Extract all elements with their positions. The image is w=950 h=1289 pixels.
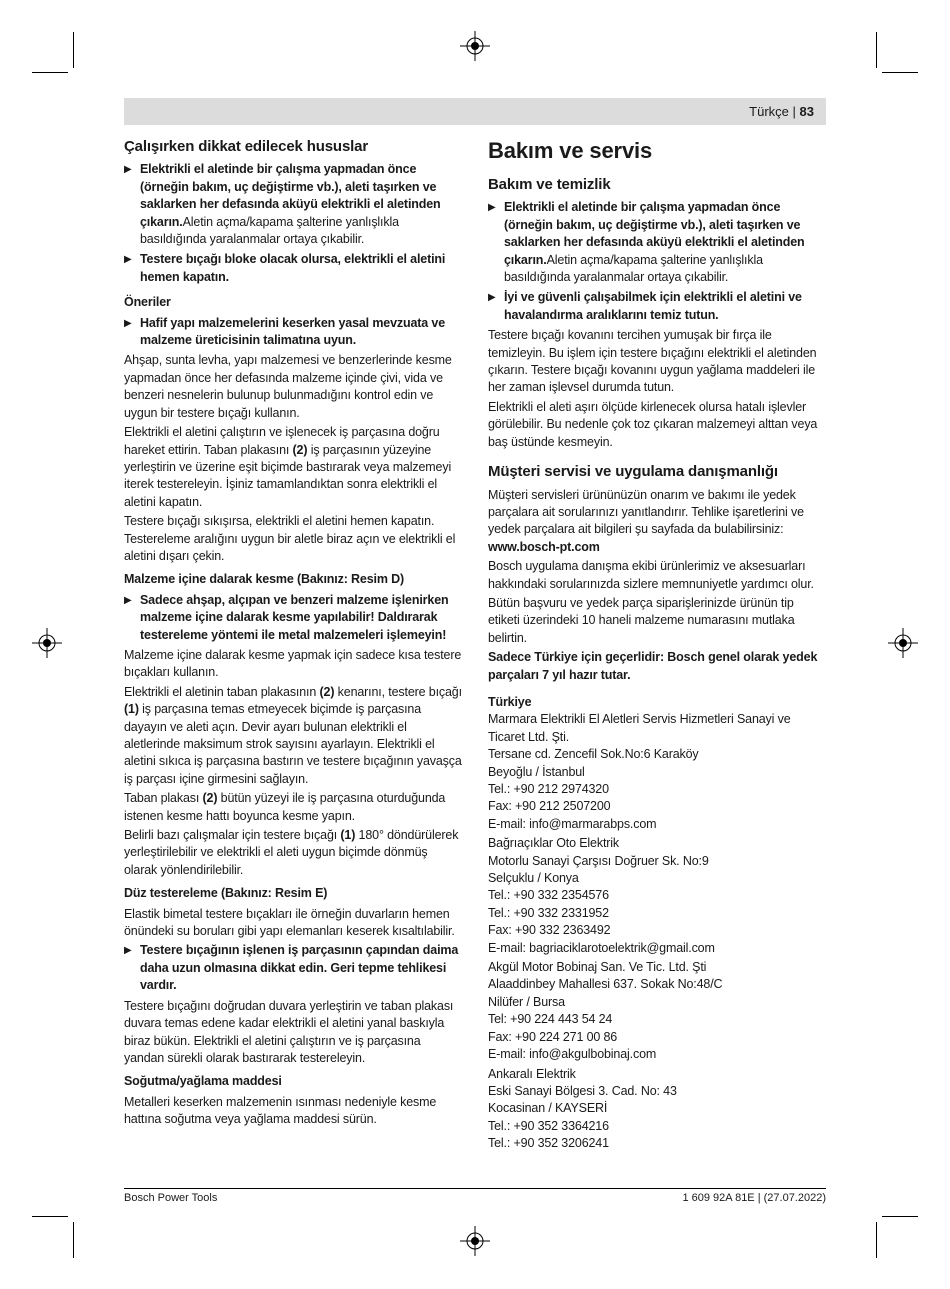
address-line: Tel.: +90 352 3364216 (488, 1118, 609, 1133)
bullet-bold-text: Elektrikli el aletinde bir çalışma yapmadan önce (örneğin bakım, uç değiştirme vb.), aleti taşırken ve saklarken her defasında aküyü elektrikli el aletinden çıkarın. (504, 200, 805, 267)
section-title: Çalışırken dikkat edilecek hususlar (124, 138, 369, 155)
address-list (488, 711, 826, 1152)
website-link[interactable]: www.bosch-pt.com (488, 539, 600, 554)
bullet-bold-text: Elektrikli el aletinde bir çalışma yapmadan önce (örneğin bakım, uç değiştirme vb.), aleti taşırken ve saklarken her defasında aküyü elektrikli el aletinden çıkarın. (140, 162, 441, 229)
crop-mark (882, 72, 918, 73)
paragraph (124, 684, 462, 788)
bullet-bold-text: İyi ve güvenli çalışabilmek için elektrikli el aletini ve havalandırma aralıklarını temiz tutun. (504, 290, 802, 322)
text-run: kenarını, testere bıçağı (334, 684, 462, 699)
crop-mark (882, 1216, 918, 1217)
section-title: Malzeme içine dalarak kesme (Bakınız: Resim D) (124, 572, 405, 587)
section-title: Bakım ve temizlik (488, 176, 611, 193)
text-run: Taban plakası (124, 791, 203, 806)
address-line: Akgül Motor Bobinaj San. Ve Tic. Ltd. Şti (488, 960, 707, 975)
bullet-arrow-icon: ▶ (124, 594, 132, 606)
bullet-arrow-icon: ▶ (124, 945, 132, 957)
paragraph: Müşteri servisleri ürününüzün onarım ve bakımı ile yedek parçalara ait sorularınızı yanıtlandırır. Tehlike işaretlerini ve yedek parçalara ait bilgileri şu sayfada da bulabilirsiniz: (488, 487, 804, 537)
address-line: Selçuklu / Konya (488, 871, 579, 886)
crop-mark (876, 1222, 877, 1258)
address-line: Tel.: +90 332 2331952 (488, 905, 609, 920)
text-run: iş parçasına temas etmeyecek biçimde iş parçasına dayayın ve aleti açın. Devir ayarı bulunan elektrikli el aletlerinde maksimum strok sayısını ayarlayın. Elektrikli el aletini sıkıca iş parçasına bastırın ve testere bıçağının yavaşça iş parçası içine girmesini sağlayın. (124, 702, 462, 786)
address-line: Tel: +90 224 443 54 24 (488, 1012, 613, 1027)
bullet-arrow-icon: ▶ (124, 254, 132, 266)
text-run: bütün yüzeyi ile iş parçasına oturduğunda istenen kesme hattı boyunca kesme yapın. (124, 791, 446, 823)
text-run: 180° döndürülerek yerleştirilebilir ve elektrikli el aleti uygun biçimde dönmüş olarak yönlendirilebilir. (124, 828, 459, 877)
bullet-item (124, 251, 462, 286)
address-line[interactable]: E-mail: info@marmarabps.com (488, 816, 657, 831)
right-column (488, 136, 826, 1155)
footer-rule (124, 1188, 826, 1189)
address-line[interactable]: E-mail: info@akgulbobinaj.com (488, 1047, 657, 1062)
address-block (488, 835, 826, 957)
address-line: Alaaddinbey Mahallesi 637. Sokak No:48/C (488, 977, 723, 992)
bullet-bold-text: Hafif yapı malzemelerini keserken yasal mevzuata ve malzeme üreticisinin talimatına uyun. (140, 315, 446, 348)
registration-mark-bottom (460, 1226, 490, 1256)
crop-mark (73, 1222, 74, 1258)
reference-number: (2) (319, 684, 335, 699)
paragraph: Testere bıçağını doğrudan duvara yerleştirin ve taban plakası duvara temas edene kadar elektrikli el aletini yanal baskıyla biraz bükün. Elektrikli el aletini çalıştırın ve iş parçasına yandan sürekli olarak bastırarak testereleyin. (124, 998, 454, 1065)
address-line: Fax: +90 224 271 00 86 (488, 1029, 618, 1044)
address-block (488, 959, 826, 1063)
registration-mark-right (888, 628, 918, 658)
section-title: Düz testereleme (Bakınız: Resim E) (124, 886, 328, 901)
section-title: Soğutma/yağlama maddesi (124, 1074, 282, 1089)
section-title: Öneriler (124, 295, 171, 310)
header-language: Türkçe (749, 104, 789, 119)
address-line: Tersane cd. Zencefil Sok.No:6 Karaköy (488, 747, 699, 762)
address-block (488, 1066, 826, 1153)
address-line: Tel.: +90 332 2354576 (488, 888, 609, 903)
bullet-arrow-icon: ▶ (124, 164, 132, 176)
crop-mark (32, 1216, 68, 1217)
paragraph-bold: Sadece Türkiye için geçerlidir: Bosch genel olarak yedek parçaları 7 yıl hazır tutar. (488, 650, 818, 682)
reference-number: (1) (124, 702, 139, 717)
paragraph (124, 790, 462, 825)
address-line: Marmara Elektrikli El Aletleri Servis Hizmetleri Sanayi ve Ticaret Ltd. Şti. (488, 712, 791, 744)
reference-number: (1) (340, 828, 356, 843)
text-run: Elektrikli el aletinin taban plakasının (124, 684, 320, 699)
bullet-bold-text: Testere bıçağının işlenen iş parçasının çapından daima daha uzun olmasına dikkat edin. Geri tepme tehlikesi vardır. (140, 943, 459, 993)
address-line: Motorlu Sanayi Çarşısı Doğruer Sk. No:9 (488, 853, 709, 868)
address-block (488, 711, 826, 833)
header-separator: | (792, 104, 796, 119)
chapter-title: Bakım ve servis (488, 138, 653, 163)
address-line[interactable]: E-mail: bagriaciklarotoelektrik@gmail.com (488, 940, 715, 955)
bullet-arrow-icon: ▶ (488, 292, 496, 304)
address-line: Fax: +90 212 2507200 (488, 799, 611, 814)
address-line: Tel.: +90 352 3206241 (488, 1136, 609, 1151)
bullet-item (124, 315, 462, 350)
paragraph: Malzeme içine dalarak kesme yapmak için sadece kısa testere bıçakları kullanın. (124, 647, 462, 680)
bullet-bold-text: Testere bıçağı bloke olacak olursa, elektrikli el aletini hemen kapatın. (140, 252, 446, 284)
reference-number: (2) (292, 442, 308, 457)
paragraph (124, 827, 462, 879)
bullet-arrow-icon: ▶ (488, 202, 496, 214)
crop-mark (32, 72, 68, 73)
registration-mark-top (460, 31, 490, 61)
reference-number: (2) (202, 791, 218, 806)
section-title: Müşteri servisi ve uygulama danışmanlığı (488, 463, 778, 481)
text-run: Elektrikli el aletini çalıştırın ve işlenecek iş parçasına doğru hareket ettirin. Taban plakasını (124, 425, 440, 457)
text-run: iş parçasının yüzeyine yerleştirin ve üzerine eşit biçimde bastırarak veya malzemeyi iterek testereleyin. İşiniz tamamlandıktan sonra elektrikli el aletini kapatın. (124, 442, 452, 509)
paragraph: Metalleri keserken malzemenin ısınması nedeniyle kesme hattına soğutma veya yağlama maddesi sürün. (124, 1094, 437, 1127)
address-line: Tel.: +90 212 2974320 (488, 782, 609, 796)
paragraph: Testere bıçağı kovanını tercihen yumuşak bir fırça ile temizleyin. Bu işlem için testere bıçağını elektrikli el aletinden çıkarın. Testere bıçağı kovanını uygun yağlama maddeleri ile her zaman işlevsel durumda tutun. (488, 328, 817, 395)
bullet-item (124, 161, 462, 248)
text-run: Belirli bazı çalışmalar için testere bıçağı (124, 828, 341, 843)
bullet-text: Aletin açma/kapama şalterine yanlışlıkla basıldığında yaralanmalar ortaya çıkabilir. (140, 214, 399, 247)
page-header (749, 104, 814, 119)
address-line: Eski Sanayi Bölgesi 3. Cad. No: 43 (488, 1083, 677, 1098)
left-column (124, 136, 462, 1131)
section-title: Türkiye (488, 694, 532, 709)
footer-brand: Bosch Power Tools (124, 1192, 218, 1204)
address-line: Ankaralı Elektrik (488, 1066, 576, 1081)
address-line: Kocasinan / KAYSERİ (488, 1101, 608, 1116)
bullet-item (124, 942, 462, 994)
address-line: Nilüfer / Bursa (488, 994, 565, 1009)
paragraph: Bütün başvuru ve yedek parça siparişlerinizde ürünün tip etiketi üzerindeki 10 haneli malzeme numarasını mutlaka belirtin. (488, 595, 795, 645)
bullet-item (488, 289, 826, 324)
bullet-item (488, 199, 826, 286)
paragraph: Bosch uygulama danışma ekibi ürünlerimiz ve aksesuarları hakkındaki sorularınızda sizlere memnuniyetle yardımcı olur. (488, 559, 814, 591)
paragraph (124, 424, 462, 511)
header-bar (124, 98, 826, 125)
page-number: 83 (799, 104, 814, 119)
paragraph: Ahşap, sunta levha, yapı malzemesi ve benzerlerinde kesme yapmadan önce her defasında malzeme içinde çivi, vida ve benzeri nesnelerin bulunup bulunmadığını kontrol edin ve uygun bir testere bıçağı kullanın. (124, 353, 452, 420)
bullet-bold-text: Sadece ahşap, alçıpan ve benzeri malzeme işlenirken malzeme içine dalarak kesme yapılabilir! Daldırarak testereleme yöntemi ile metal malzemeleri işlemeyin! (140, 592, 449, 642)
bullet-item (124, 592, 462, 644)
paragraph: Testere bıçağı sıkışırsa, elektrikli el aletini hemen kapatın. Testereleme aralığını uygun bir aletle biraz açın ve elektrikli el aletini dışarı çekin. (124, 514, 456, 563)
crop-mark (876, 32, 877, 68)
address-line: Fax: +90 332 2363492 (488, 923, 611, 938)
bullet-arrow-icon: ▶ (124, 317, 132, 329)
address-line: Beyoğlu / İstanbul (488, 764, 585, 779)
registration-mark-left (32, 628, 62, 658)
crop-mark (73, 32, 74, 68)
bullet-text: Aletin açma/kapama şalterine yanlışlıkla basıldığında yaralanmalar ortaya çıkabilir. (504, 252, 763, 285)
paragraph: Elastik bimetal testere bıçakları ile örneğin duvarların hemen önündeki su boruları gibi yapı elemanları keserek kısaltılabilir. (124, 906, 455, 939)
paragraph: Elektrikli el aleti aşırı ölçüde kirlenecek olursa hatalı işlevler görülebilir. Bu nedenle çok toz çıkaran malzemeyi alttan veya baş üstünde kesmeyin. (488, 399, 818, 449)
footer-doc-number: 1 609 92A 81E | (27.07.2022) (682, 1192, 826, 1204)
address-line: Bağrıaçıklar Oto Elektrik (488, 836, 620, 851)
